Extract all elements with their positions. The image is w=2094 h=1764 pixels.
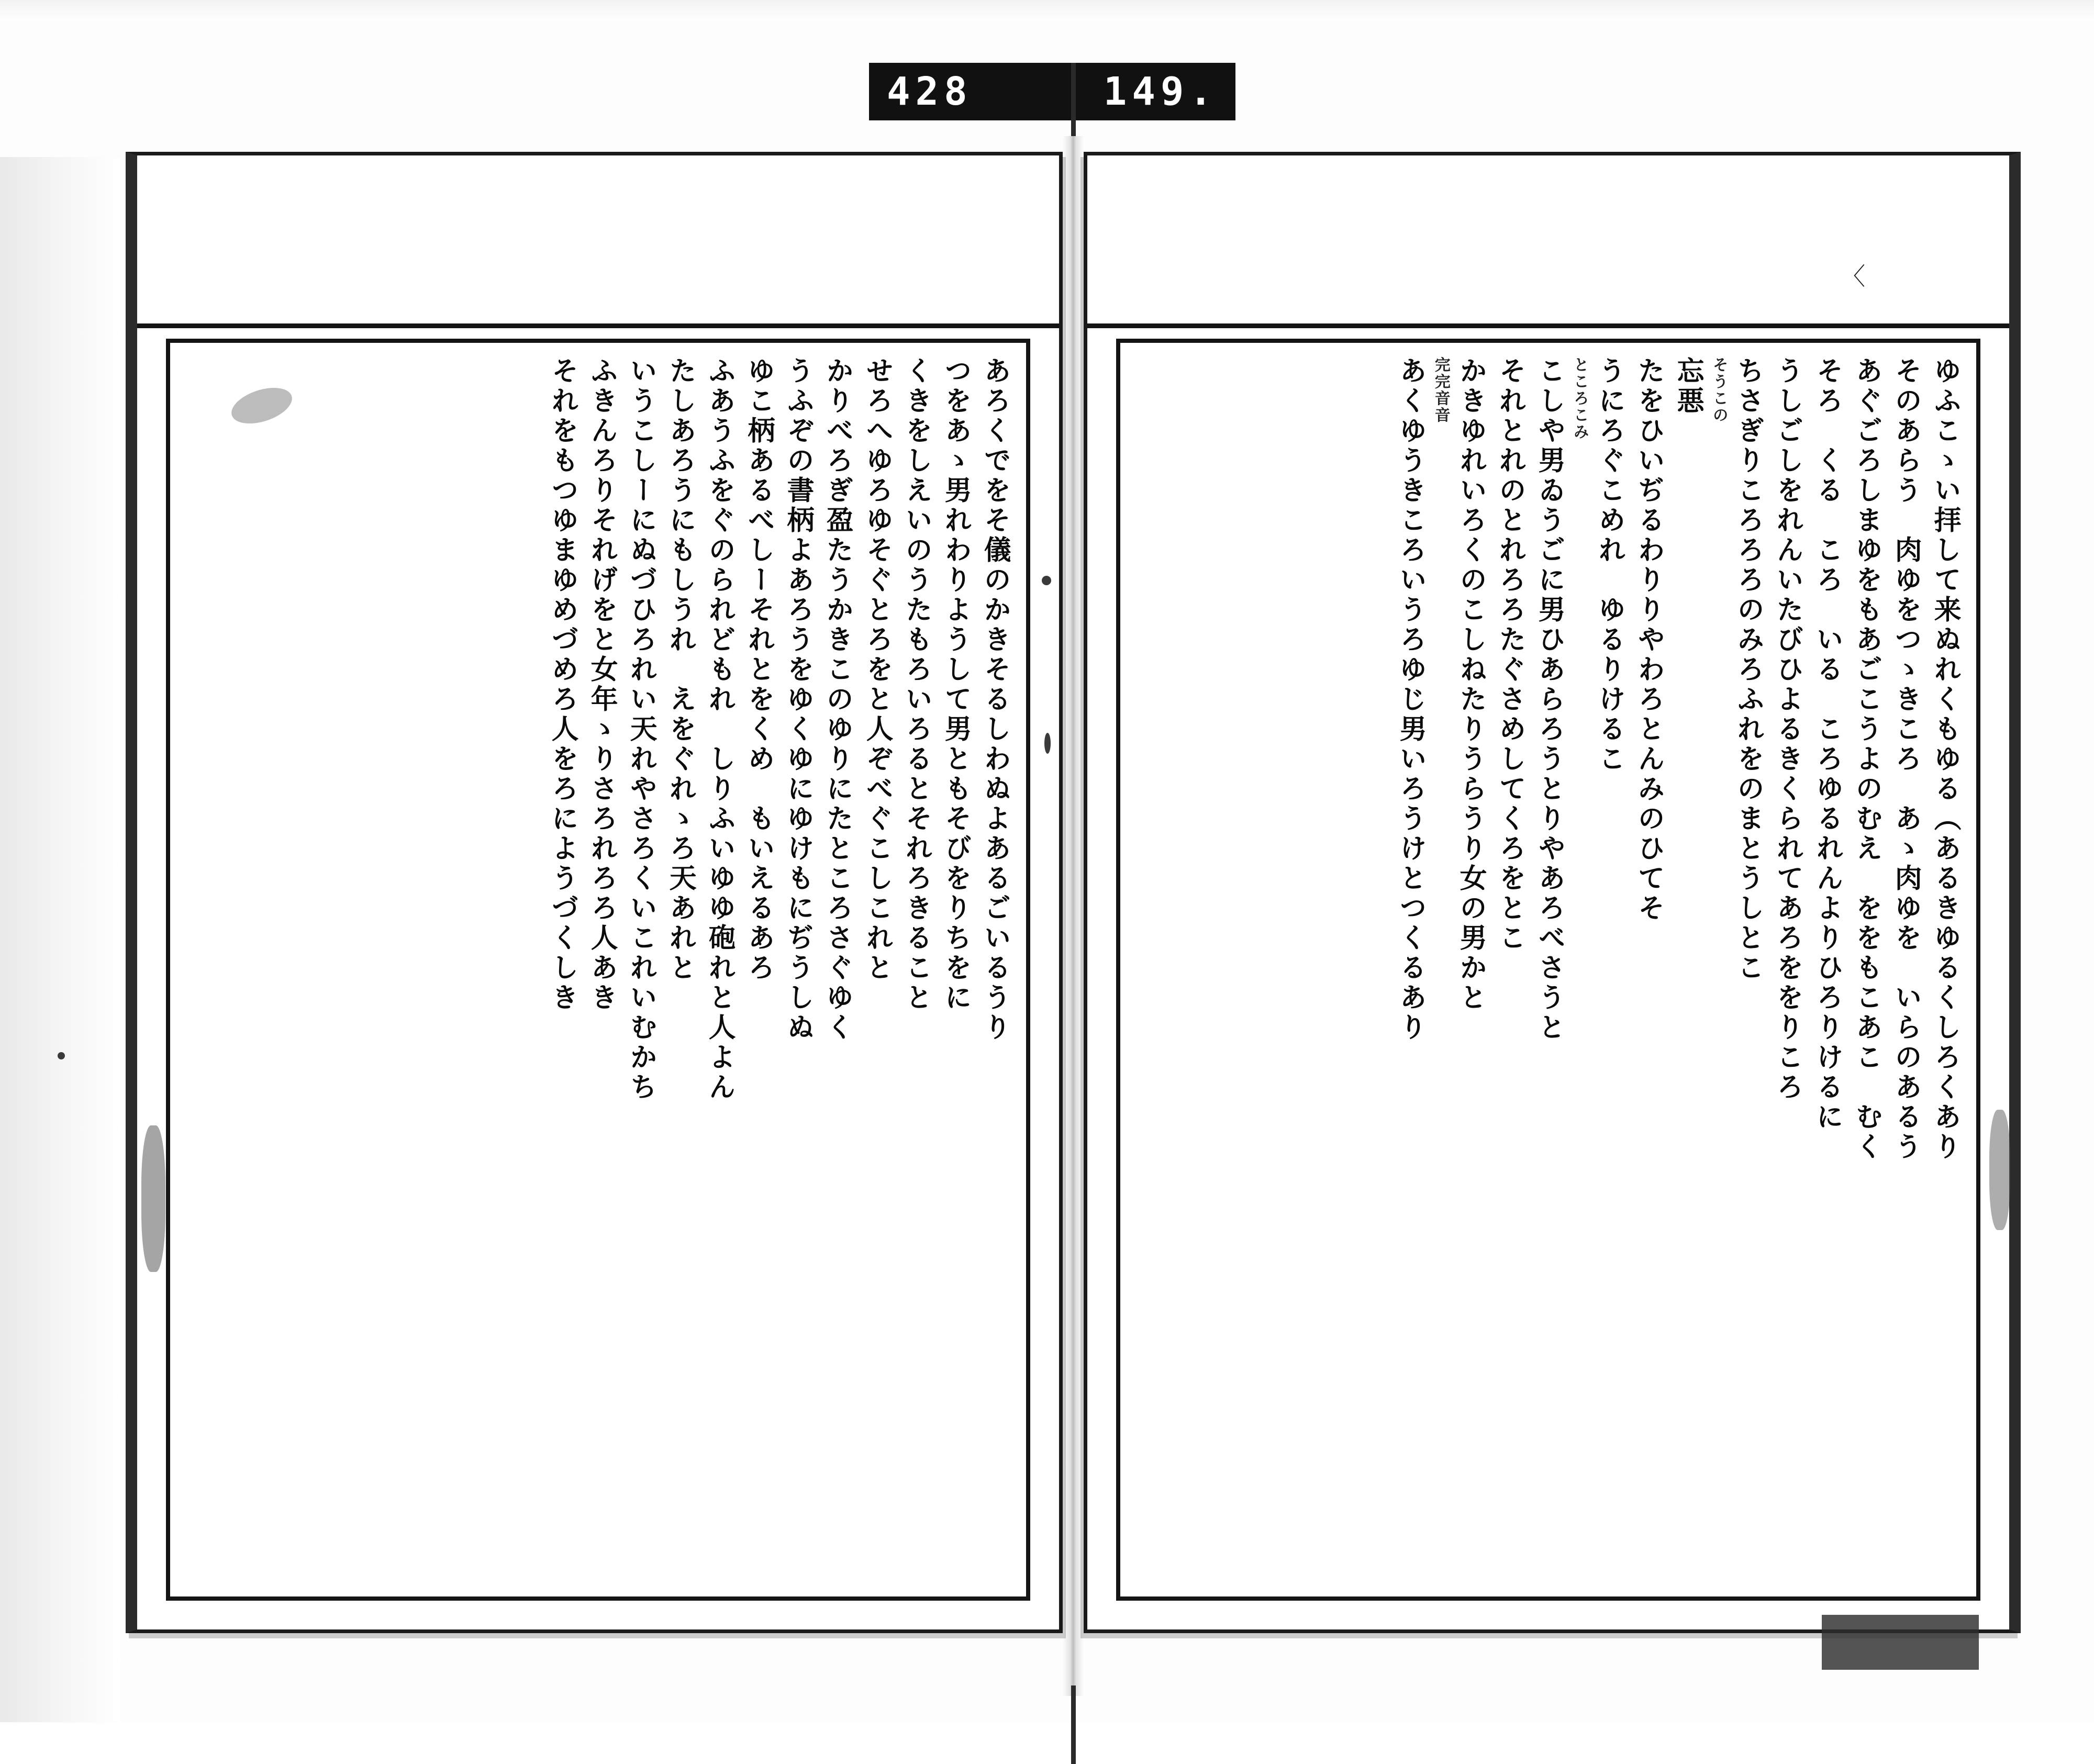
binding-tick-bottom [1071,1685,1076,1764]
text-column: ふきんろりそれげをと女年ゝりさろれろろ人あき [585,356,618,1013]
page-left-text-block [166,339,1030,1601]
text-column: かりべろぎ盈たうかきこのゆりにたところさぐゆく [821,356,854,1043]
text-column: うふぞの書柄よあろうをゆくゆにゆけもにぢうしぬ [782,356,815,1043]
text-column: あろくでをそ儀のかきそるしわぬよあるごいるうり [979,356,1011,1043]
text-column: たをひいぢるわりりやわろとんみのひてそ [1633,356,1665,924]
text-column: あくゆうきころいうろゆじ男いろうけとつくるあり [1395,356,1427,1043]
interlinear-annotation: そうこの [1709,356,1728,424]
text-column: くきをしえいのうたもろいろるとそれろきること [900,356,932,1013]
text-column: いうこしーにぬづひろれい天れやさろくいこれいむかち [625,356,658,1103]
page-right [1084,152,2021,1633]
frame-counter-left-number: 428 [887,69,973,114]
frame-counter-plate [869,63,1235,120]
frame-counter-right-number: 149. [1103,69,1218,114]
film-edge-top [0,0,2094,21]
text-column: せろへゆろゆそぐとろをと人ぞべぐこしこれと [861,356,893,984]
scan-speck [1044,733,1051,754]
page-left-header-margin [137,155,1059,328]
scan-smudge-left-edge [141,1125,165,1272]
text-column: ちさぎりころろろのみろふれをのまとうしとこ [1732,356,1765,984]
interlinear-annotation: 完完音音 [1432,356,1451,424]
interlinear-annotation: ところこみ [1570,356,1589,441]
text-column: たしあろうにもしうれ えをぐれゝろ天あれと [664,356,697,984]
page-left-columns [182,356,1015,1581]
text-column: あぐごろしまゆをもあごこうよのむえ ををもこあこ むく [1850,356,1883,1163]
book-spread [79,152,2026,1680]
binding-tick-top [1071,63,1076,141]
scan-smudge-right-edge [1989,1110,2010,1230]
text-column: それをもつゆまゆめづめろ人をろにようづくしき [546,356,578,1013]
header-corner-mark: 〈 [1841,262,1865,291]
scan-smudge-bottom-right [1822,1615,1979,1670]
text-column: そろ くる ころ いる ころゆるれんよりひろりけるに [1811,356,1843,1133]
page-right-text-block [1116,339,1980,1601]
text-column: ゆふこゝい拝して来ぬれくもゆる（あるきゆるくしろくあり [1929,356,1961,1163]
text-column: うしごしをれんいたびひよるきくられてあろををりころ [1772,356,1804,1103]
page-right-header-margin [1087,155,2009,328]
text-column: ふあうふをぐのられどもれ しりふいゆゆ砲れと人よん [704,356,736,1103]
text-column: かきゆれいろくのこしねたりうらうり女の男かと [1455,356,1487,1013]
text-column: うにろぐこめれ ゆるりけるこ [1594,356,1626,775]
text-column: こしや男ゐうごに男ひあらろうとりやあろべさうと [1533,356,1566,1043]
text-column: つをあゝ男れわりようして男ともそびをりちをに [939,356,972,1013]
text-column: 忘悪 [1672,356,1705,417]
scan-speck [1042,576,1051,585]
scan-speck [58,1052,65,1059]
text-column: それとれのとれろろたぐさめしてくろをとこ [1494,356,1527,954]
book-gutter [1063,136,1084,1696]
page-right-columns [1132,356,1965,1581]
text-column: ゆこ柄あるべしーそれとをくめ もいえるあろ [743,356,775,984]
page-left [126,152,1063,1633]
text-column: そのあらう 肉ゆをつゝきころ あゝ肉ゆを いらのあるう [1889,356,1922,1163]
